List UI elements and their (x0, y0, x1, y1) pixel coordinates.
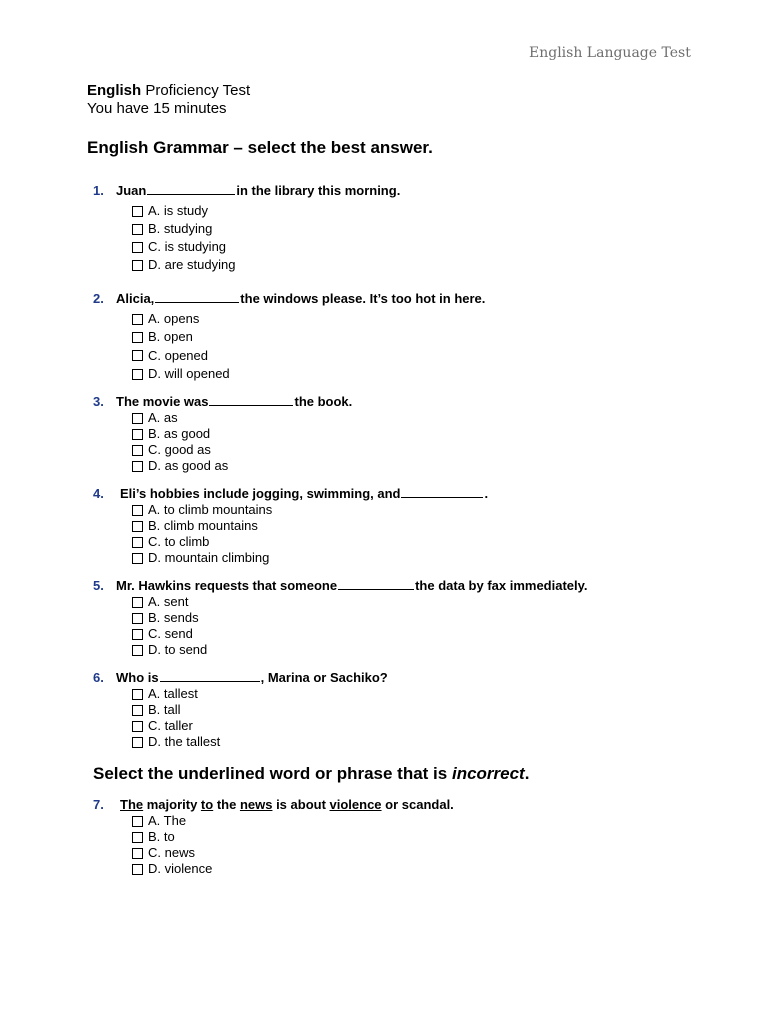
question-text: Mr. Hawkins requests that someone the data by fax immediately. (116, 578, 588, 593)
option-7c[interactable]: C. news (132, 845, 454, 861)
checkbox-icon[interactable] (132, 721, 143, 732)
option-1d[interactable]: D. are studying (132, 256, 400, 274)
test-title (87, 82, 250, 99)
option-2c[interactable]: C. opened (132, 347, 485, 365)
option-6b[interactable]: B. tall (132, 702, 388, 718)
question-number: 6. (93, 670, 104, 685)
question-number: 1. (93, 183, 104, 198)
option-1b[interactable]: B. studying (132, 220, 400, 238)
option-5d[interactable]: D. to send (132, 642, 588, 658)
question-number: 4. (93, 486, 104, 501)
question-3 (93, 393, 352, 474)
checkbox-icon[interactable] (132, 445, 143, 456)
test-title-rest: Proficiency Test (141, 82, 251, 99)
option-1a[interactable]: A. is study (132, 202, 400, 220)
question-7 (93, 797, 454, 877)
checkbox-icon[interactable] (132, 645, 143, 656)
question-text: The movie was the book. (116, 394, 353, 409)
option-3d[interactable]: D. as good as (132, 458, 352, 474)
checkbox-icon[interactable] (132, 848, 143, 859)
time-limit-note: You have 15 minutes (87, 100, 227, 117)
answer-blank (209, 393, 293, 406)
question-4 (93, 485, 488, 566)
option-2d[interactable]: D. will opened (132, 365, 485, 383)
option-3b[interactable]: B. as good (132, 426, 352, 442)
checkbox-icon[interactable] (132, 206, 143, 217)
checkbox-icon[interactable] (132, 314, 143, 325)
option-2a[interactable]: A. opens (132, 310, 485, 328)
option-4a[interactable]: A. to climb mountains (132, 502, 488, 518)
question-text: The majority to the news is about violence or scandal. (120, 797, 454, 812)
question-number: 5. (93, 578, 104, 593)
question-text: Juan in the library this morning. (116, 183, 401, 198)
question-5 (93, 577, 588, 658)
answer-blank (155, 290, 239, 303)
checkbox-icon[interactable] (132, 737, 143, 748)
page-header-text: English Language Test (529, 45, 691, 61)
option-4c[interactable]: C. to climb (132, 534, 488, 550)
underlined-word: violence (329, 797, 382, 812)
option-6d[interactable]: D. the tallest (132, 734, 388, 750)
option-7b[interactable]: B. to (132, 829, 454, 845)
option-3a[interactable]: A. as (132, 410, 352, 426)
checkbox-icon[interactable] (132, 597, 143, 608)
checkbox-icon[interactable] (132, 864, 143, 875)
option-7a[interactable]: A. The (132, 813, 454, 829)
option-6a[interactable]: A. tallest (132, 686, 388, 702)
checkbox-icon[interactable] (132, 629, 143, 640)
question-number: 2. (93, 291, 104, 306)
checkbox-icon[interactable] (132, 369, 143, 380)
option-5a[interactable]: A. sent (132, 594, 588, 610)
question-text: Who is , Marina or Sachiko? (116, 670, 388, 685)
question-6 (93, 669, 388, 750)
underlined-word: to (200, 797, 214, 812)
checkbox-icon[interactable] (132, 332, 143, 343)
section-heading-grammar: English Grammar – select the best answer. (87, 138, 433, 157)
option-6c[interactable]: C. taller (132, 718, 388, 734)
question-number: 3. (93, 394, 104, 409)
answer-blank (338, 577, 414, 590)
question-1 (93, 182, 400, 274)
answer-blank (147, 182, 235, 195)
option-5c[interactable]: C. send (132, 626, 588, 642)
option-1c[interactable]: C. is studying (132, 238, 400, 256)
answer-blank (160, 669, 260, 682)
underlined-word: news (239, 797, 273, 812)
test-title-bold: English (87, 82, 142, 99)
question-number: 7. (93, 797, 104, 812)
option-3c[interactable]: C. good as (132, 442, 352, 458)
checkbox-icon[interactable] (132, 505, 143, 516)
option-5b[interactable]: B. sends (132, 610, 588, 626)
answer-blank (401, 485, 483, 498)
checkbox-icon[interactable] (132, 816, 143, 827)
question-text: Alicia, the windows please. It’s too hot in here. (116, 291, 486, 306)
checkbox-icon[interactable] (132, 613, 143, 624)
checkbox-icon[interactable] (132, 553, 143, 564)
checkbox-icon[interactable] (132, 224, 143, 235)
option-4d[interactable]: D. mountain climbing (132, 550, 488, 566)
option-7d[interactable]: D. violence (132, 861, 454, 877)
checkbox-icon[interactable] (132, 705, 143, 716)
option-2b[interactable]: B. open (132, 328, 485, 346)
checkbox-icon[interactable] (132, 521, 143, 532)
question-text: Eli’s hobbies include jogging, swimming, and . (120, 486, 489, 501)
checkbox-icon[interactable] (132, 429, 143, 440)
option-4b[interactable]: B. climb mountains (132, 518, 488, 534)
checkbox-icon[interactable] (132, 537, 143, 548)
section-heading-incorrect: Select the underlined word or phrase that is incorrect. (93, 764, 530, 783)
checkbox-icon[interactable] (132, 260, 143, 271)
question-2 (93, 290, 485, 383)
checkbox-icon[interactable] (132, 242, 143, 253)
checkbox-icon[interactable] (132, 832, 143, 843)
checkbox-icon[interactable] (132, 350, 143, 361)
underlined-word: The (120, 797, 144, 812)
checkbox-icon[interactable] (132, 461, 143, 472)
checkbox-icon[interactable] (132, 413, 143, 424)
checkbox-icon[interactable] (132, 689, 143, 700)
